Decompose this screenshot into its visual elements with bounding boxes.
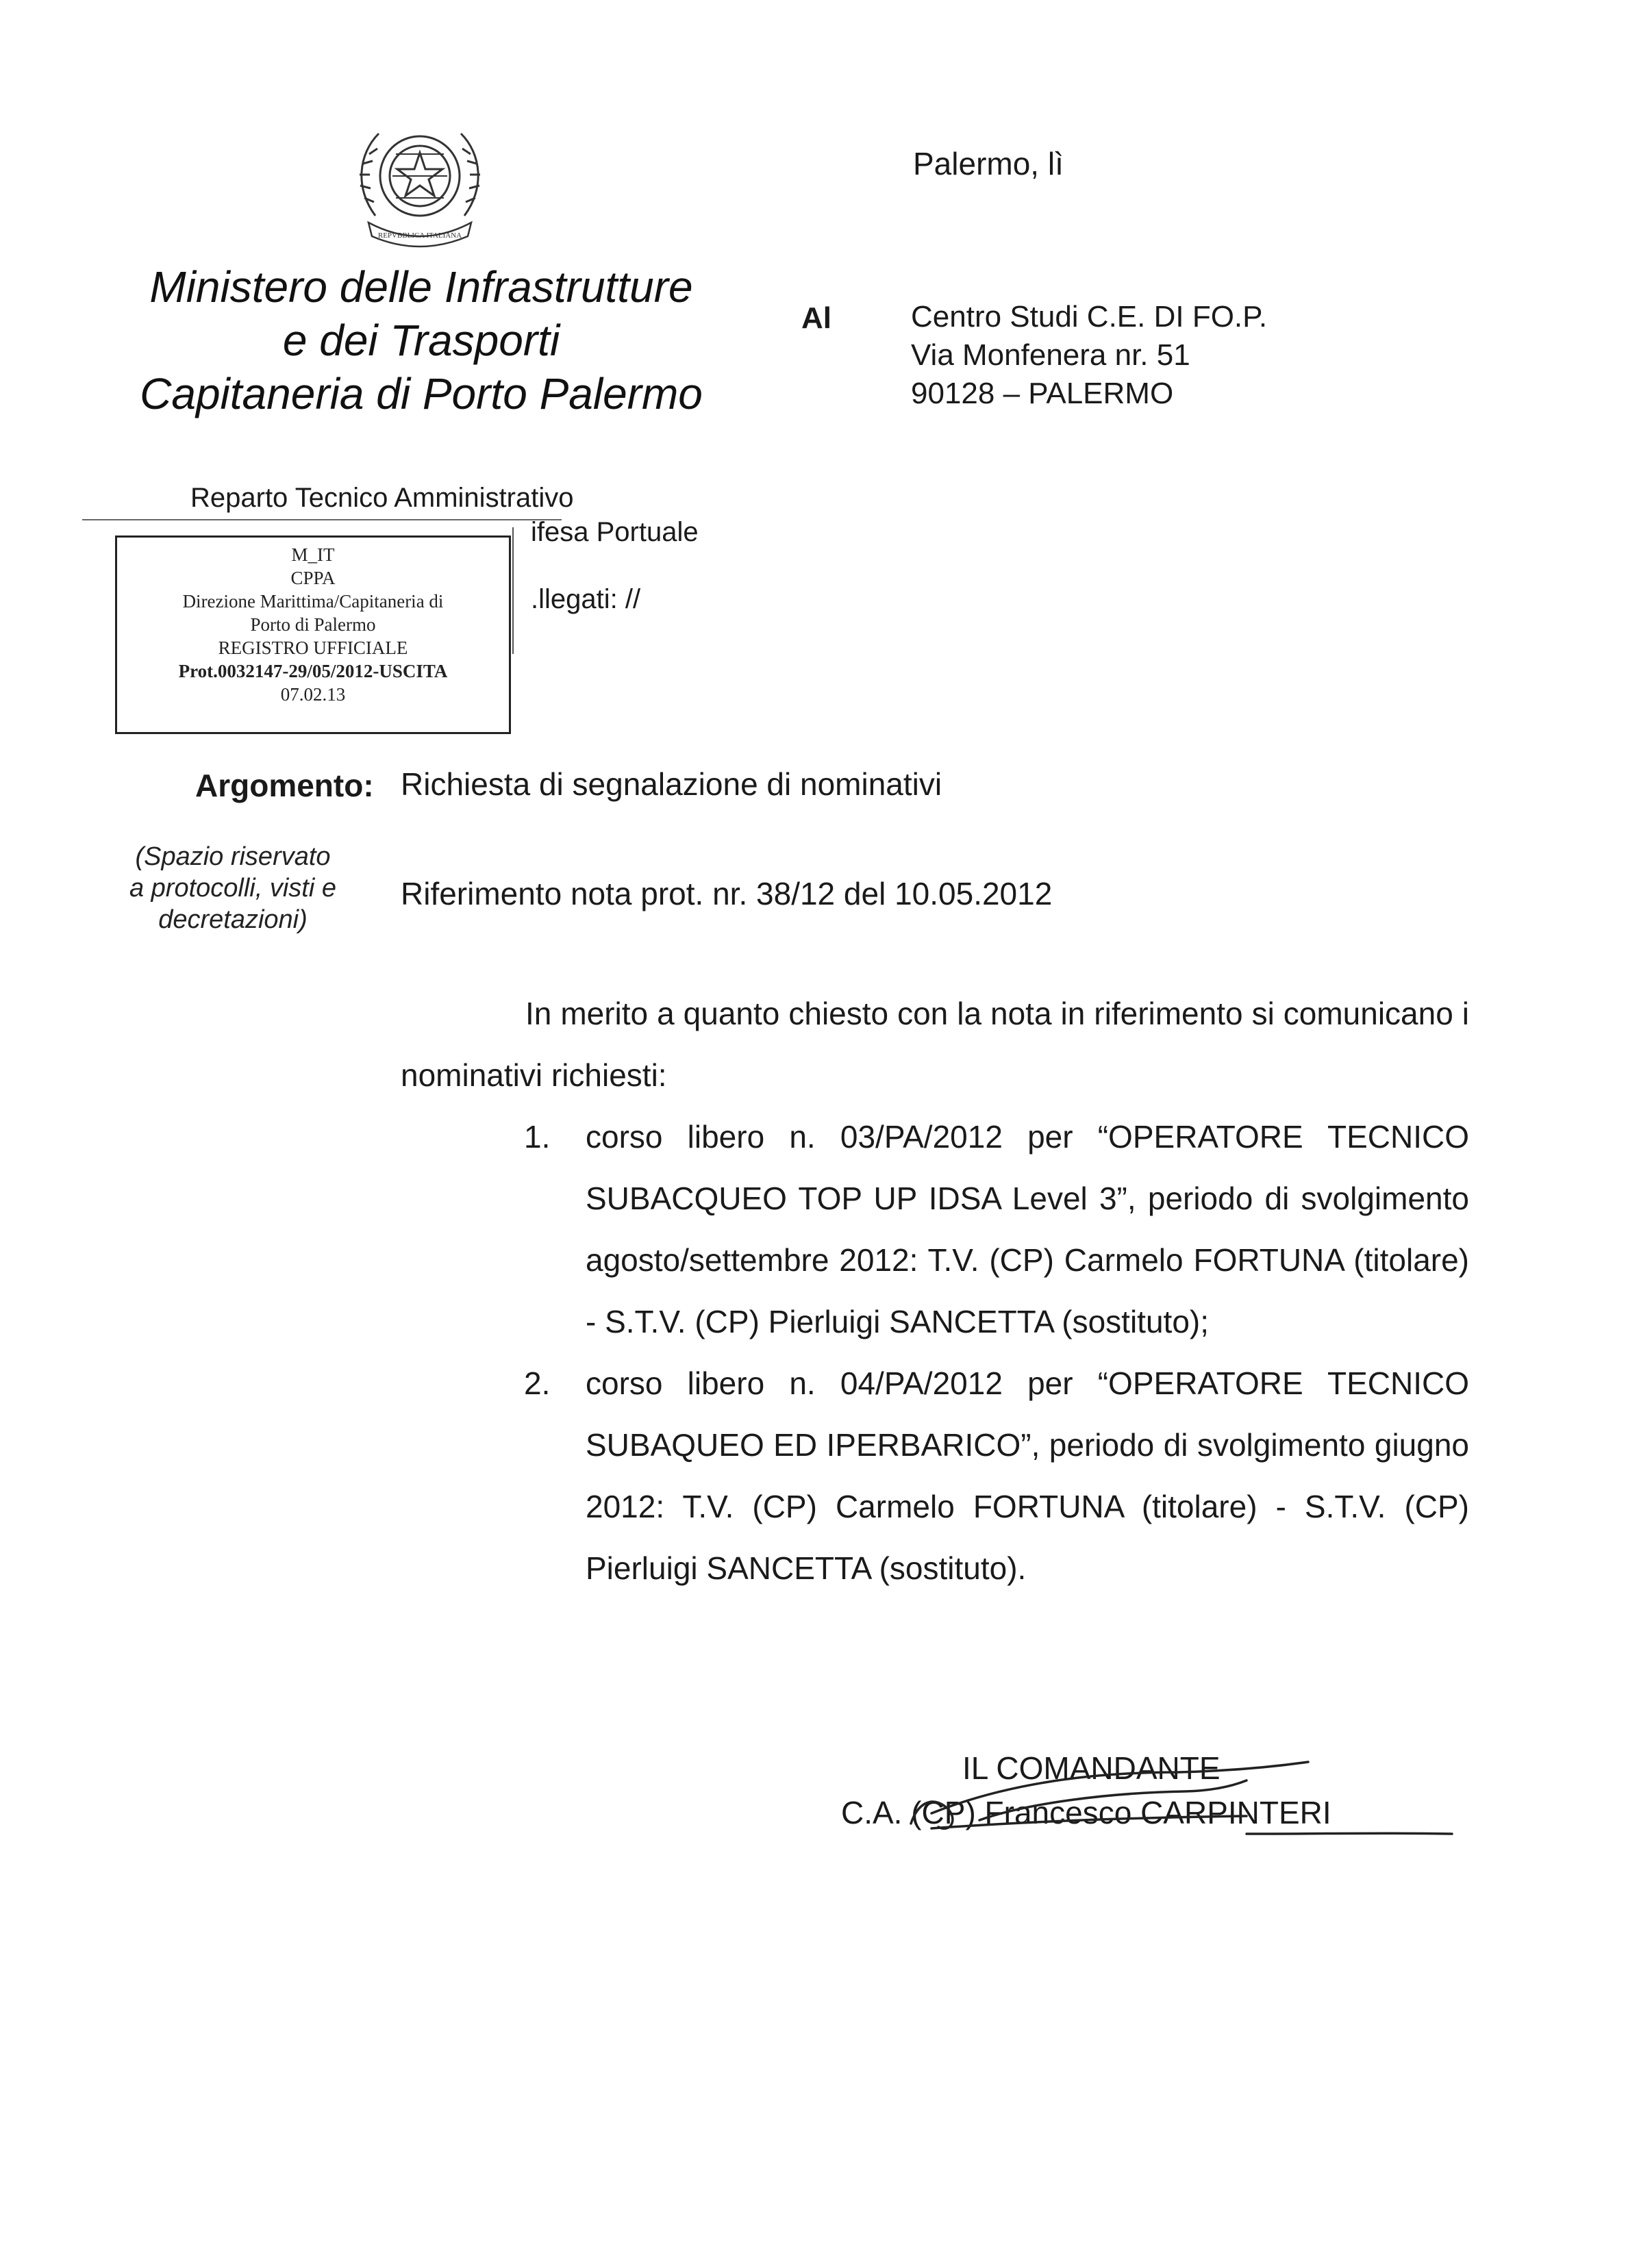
stamp-line: CPPA: [290, 568, 336, 588]
side-note-line: decretazioni): [158, 905, 308, 934]
list-item: [401, 1106, 1469, 1352]
list-item-number: 1.: [524, 1119, 551, 1155]
recipient-address: [911, 298, 1267, 413]
stamp-line: M_IT: [291, 544, 335, 565]
attachments-line: .llegati: //: [531, 584, 641, 614]
recipient-line: 90128 – PALERMO: [911, 377, 1174, 410]
intro-paragraph: In merito a quanto chiesto con la nota in riferimento si comunicano i nominativi richiesti:: [401, 996, 1469, 1093]
list-item-text: corso libero n. 04/PA/2012 per “OPERATORE TECNICO SUBAQUEO ED IPERBARICO”, periodo di svolgimento giugno 2012: T.V. (CP) Carmelo FORTUNA (titolare) - S.T.V. (CP) Pierluigi SANCETTA (sostituto).: [586, 1365, 1469, 1586]
subject-label: Argomento:: [195, 768, 374, 803]
side-note-line: (Spazio riservato: [135, 842, 331, 871]
office-section: ifesa Portuale: [531, 517, 699, 547]
ministry-line: Ministero delle Infrastrutture: [149, 262, 693, 312]
list-item: [401, 1352, 1469, 1599]
recipient-line: Via Monfenera nr. 51: [911, 338, 1190, 372]
italian-republic-emblem-icon: [348, 113, 492, 250]
reference-line: Riferimento nota prot. nr. 38/12 del 10.05.2012: [401, 876, 1053, 911]
signatory-name: C.A. (CP) Francesco CARPINTERI: [841, 1795, 1331, 1830]
nominee-list: [401, 1106, 1469, 1599]
letter-body: [401, 983, 1469, 1599]
ministry-line: e dei Trasporti: [282, 316, 560, 365]
stamp-line: Direzione Marittima/Capitaneria di: [182, 591, 444, 612]
list-item-number: 2.: [524, 1365, 551, 1401]
reserved-space-note: [110, 841, 356, 935]
stamp-line: Porto di Palermo: [250, 614, 376, 635]
stamp-line: REGISTRO UFFICIALE: [218, 638, 408, 658]
stamp-protocol-number: Prot.0032147-29/05/2012-USCITA: [178, 661, 448, 681]
ministry-heading: [103, 260, 740, 420]
recipient-line: Centro Studi C.E. DI FO.P.: [911, 300, 1268, 333]
signatory-title: IL COMANDANTE: [962, 1750, 1221, 1786]
handwritten-signature: [890, 1731, 1459, 1848]
subject-text: Richiesta di segnalazione di nominativi: [401, 766, 942, 802]
place-date: Palermo, lì: [913, 146, 1064, 181]
protocol-stamp: [115, 536, 511, 734]
stamp-line: 07.02.13: [280, 684, 346, 705]
list-item-text: corso libero n. 03/PA/2012 per “OPERATORE TECNICO SUBACQUEO TOP UP IDSA Level 3”, periodo di svolgimento agosto/settembre 2012: T.V. (CP) Carmelo FORTUNA (titolare) - S.T.V. (CP) Pierluigi SANCETTA (sostituto);: [586, 1119, 1469, 1339]
divider: [82, 519, 562, 520]
office-department: Reparto Tecnico Amministrativo: [190, 483, 574, 513]
recipient-label: Al: [801, 301, 831, 335]
ministry-line: Capitaneria di Porto Palermo: [140, 369, 703, 418]
divider: [512, 527, 514, 654]
emblem-ribbon-text: REPVBBLICA ITALIANA: [377, 231, 462, 240]
side-note-line: a protocolli, visti e: [129, 874, 336, 903]
